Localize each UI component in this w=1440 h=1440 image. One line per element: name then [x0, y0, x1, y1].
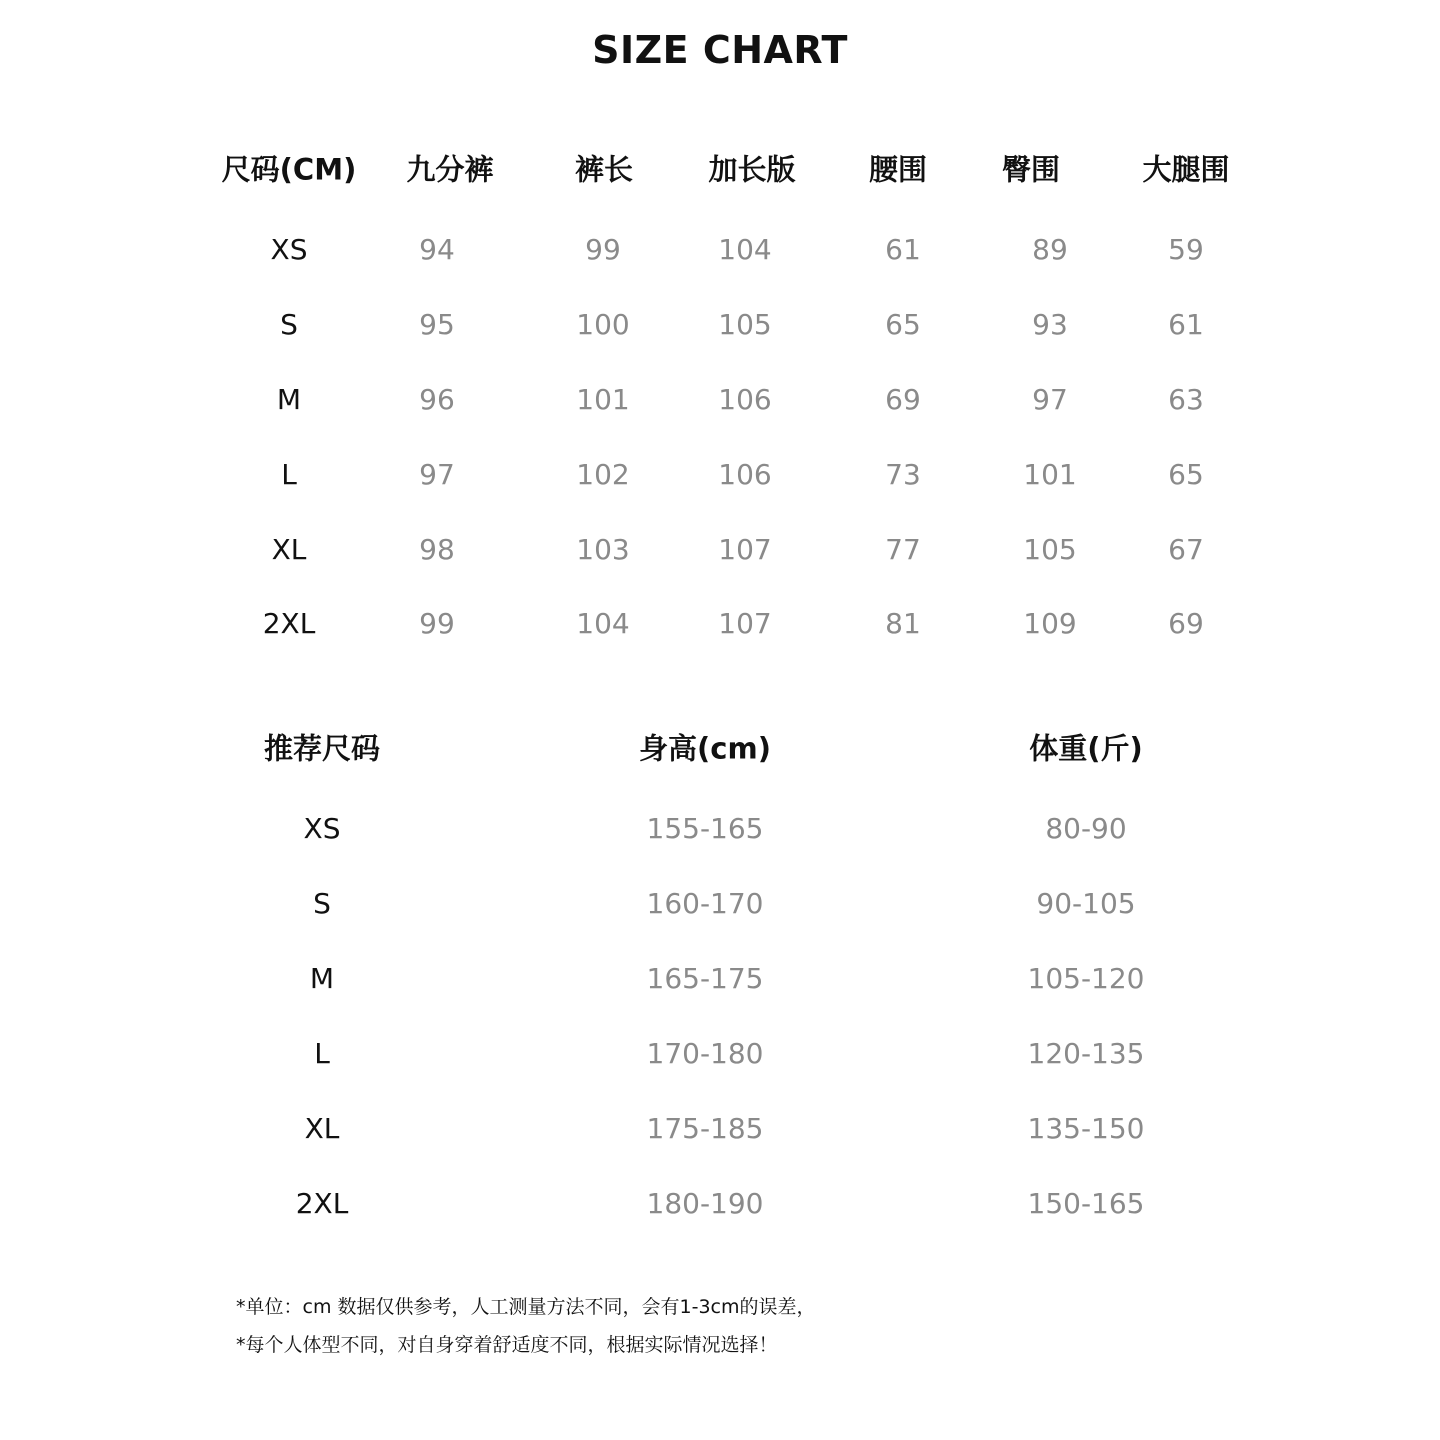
column-header: 大腿围: [1142, 152, 1230, 187]
table-cell: 65: [1168, 458, 1204, 491]
note-fit: *每个人体型不同，对自身穿着舒适度不同，根据实际情况选择！: [236, 1334, 778, 1356]
size-label: L: [281, 458, 297, 491]
table-cell: 99: [419, 607, 455, 640]
table-cell: 63: [1168, 383, 1204, 416]
column-header: 身高(cm): [639, 731, 771, 766]
table-cell: 150-165: [1027, 1187, 1145, 1220]
table-cell: 93: [1032, 308, 1068, 341]
table-cell: 90-105: [1036, 887, 1136, 920]
column-header: 加长版: [708, 152, 796, 187]
table-cell: 59: [1168, 233, 1204, 266]
size-label: XS: [270, 233, 308, 266]
table-cell: 109: [1023, 607, 1077, 640]
table-cell: 104: [718, 233, 772, 266]
table-cell: 180-190: [646, 1187, 764, 1220]
table-cell: 135-150: [1027, 1112, 1145, 1145]
table-cell: 175-185: [646, 1112, 764, 1145]
table-cell: 99: [585, 233, 621, 266]
column-header: 体重(斤): [1029, 731, 1143, 766]
note-unit: *单位：cm 数据仅供参考，人工测量方法不同，会有1-3cm的误差，: [236, 1296, 816, 1318]
table-cell: 120-135: [1027, 1037, 1145, 1070]
table-cell: 160-170: [646, 887, 764, 920]
column-header: 九分裤: [406, 152, 494, 187]
size-label: XS: [303, 812, 341, 845]
table-cell: 105: [718, 308, 772, 341]
table-cell: 165-175: [646, 962, 764, 995]
table-cell: 105: [1023, 533, 1077, 566]
size-label: S: [280, 308, 298, 341]
column-header: 腰围: [868, 152, 928, 187]
size-label: XL: [271, 533, 307, 566]
size-label: 2XL: [295, 1187, 349, 1220]
column-header: 臀围: [1001, 152, 1061, 187]
table-cell: 101: [576, 383, 630, 416]
table-cell: 170-180: [646, 1037, 764, 1070]
table-cell: 106: [718, 458, 772, 491]
size-label: L: [314, 1037, 330, 1070]
table-cell: 104: [576, 607, 630, 640]
table-cell: 94: [419, 233, 455, 266]
table-cell: 65: [885, 308, 921, 341]
size-label: S: [313, 887, 331, 920]
table-cell: 103: [576, 533, 630, 566]
column-header: 裤长: [574, 152, 634, 187]
column-header: 推荐尺码: [263, 731, 381, 766]
table-cell: 89: [1032, 233, 1068, 266]
table-cell: 98: [419, 533, 455, 566]
table-cell: 96: [419, 383, 455, 416]
size-label: 2XL: [262, 607, 316, 640]
table-cell: 67: [1168, 533, 1204, 566]
column-header: 尺码(CM): [221, 152, 357, 187]
table-cell: 102: [576, 458, 630, 491]
page-title: SIZE CHART: [592, 28, 848, 72]
table-cell: 61: [1168, 308, 1204, 341]
table-cell: 69: [885, 383, 921, 416]
table-cell: 69: [1168, 607, 1204, 640]
table-cell: 97: [419, 458, 455, 491]
table-cell: 73: [885, 458, 921, 491]
table-cell: 101: [1023, 458, 1077, 491]
size-label: XL: [304, 1112, 340, 1145]
table-cell: 95: [419, 308, 455, 341]
table-cell: 100: [576, 308, 630, 341]
size-label: M: [309, 962, 335, 995]
table-cell: 107: [718, 533, 772, 566]
notes: [236, 1288, 815, 1364]
table-cell: 80-90: [1045, 812, 1127, 845]
table-cell: 77: [885, 533, 921, 566]
table-cell: 107: [718, 607, 772, 640]
size-label: M: [276, 383, 302, 416]
table-cell: 61: [885, 233, 921, 266]
table-cell: 155-165: [646, 812, 764, 845]
table-cell: 106: [718, 383, 772, 416]
table-cell: 97: [1032, 383, 1068, 416]
table-cell: 81: [885, 607, 921, 640]
table-cell: 105-120: [1027, 962, 1145, 995]
